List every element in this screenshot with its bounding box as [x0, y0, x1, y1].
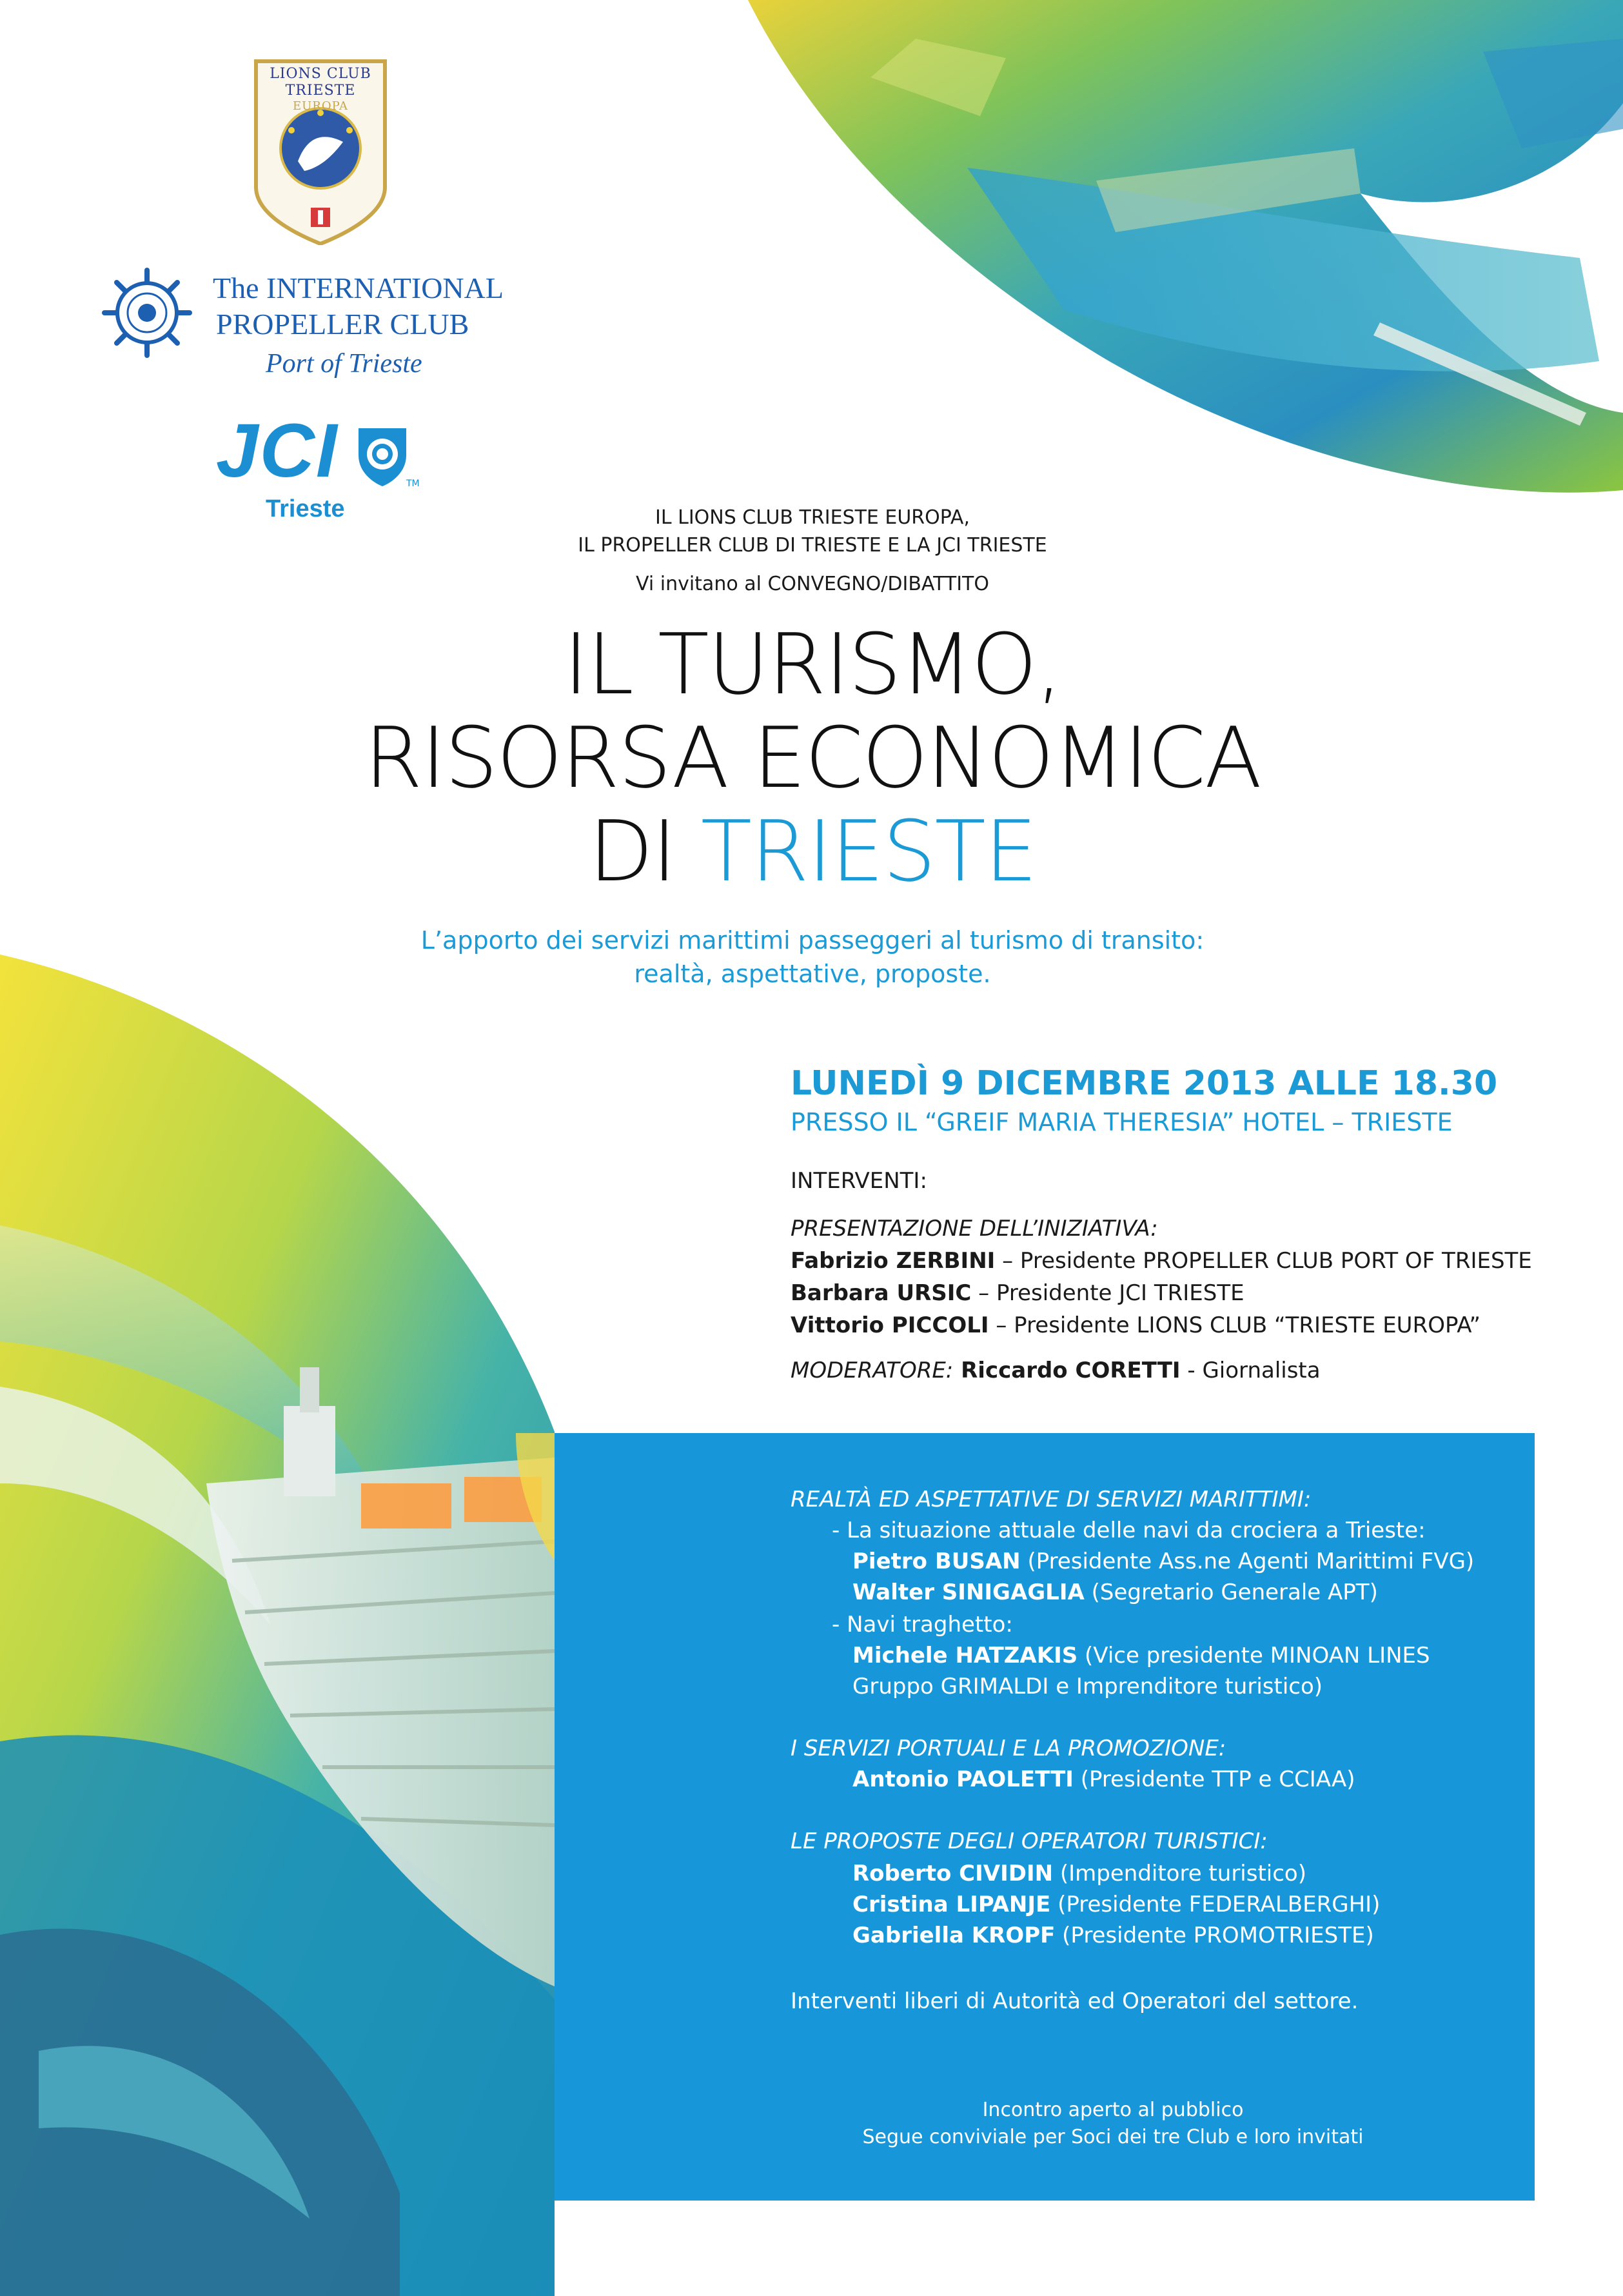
speaker-row [791, 1245, 1532, 1277]
speaker-row [852, 1576, 1378, 1608]
jci-logo-city: Trieste [266, 495, 345, 522]
speaker-role: – Presidente LIONS CLUB “TRIESTE EUROPA” [989, 1312, 1480, 1338]
moderator-label: MODERATORE: [791, 1358, 954, 1383]
subtitle-line-1: L’apporto dei servizi marittimi passeggeri al turismo di transito: [420, 926, 1205, 955]
section-item-cruise: - La situazione attuale delle navi da crociera a Trieste: [832, 1518, 1426, 1543]
moderator-role: - Giornalista [1180, 1358, 1321, 1383]
subtitle-line-2: realtà, aspettative, proposte. [634, 960, 991, 988]
speaker-name: Vittorio PICCOLI [791, 1312, 989, 1338]
speaker-name: Gabriella KROPF [852, 1923, 1056, 1948]
propeller-logo-line3: Port of Trieste [266, 349, 422, 379]
speaker-role: – Presidente PROPELLER CLUB PORT OF TRIESTE [995, 1248, 1532, 1274]
speaker-row [852, 1545, 1474, 1578]
title-line-2: RISORSA ECONOMICA [364, 709, 1261, 807]
speaker-name: Fabrizio ZERBINI [791, 1248, 996, 1274]
speaker-role: (Presidente FEDERALBERGHI) [1050, 1892, 1381, 1917]
speaker-role: (Vice presidente MINOAN LINES [1077, 1643, 1430, 1668]
speaker-row [791, 1277, 1244, 1309]
section-title-operators: LE PROPOSTE DEGLI OPERATORI TURISTICI: [791, 1828, 1268, 1854]
intro-line-1: IL LIONS CLUB TRIESTE EUROPA, [655, 506, 970, 529]
propeller-logo-line2: PROPELLER CLUB [216, 308, 469, 341]
speaker-name: Roberto CIVIDIN [852, 1861, 1054, 1886]
jci-trademark: TM [406, 479, 420, 489]
speaker-name: Cristina LIPANJE [852, 1892, 1051, 1917]
speaker-role: (Presidente PROMOTRIESTE) [1055, 1923, 1374, 1948]
speaker-name: Antonio PAOLETTI [852, 1767, 1074, 1792]
moderator-name: Riccardo CORETTI [953, 1358, 1181, 1383]
title-line-3-prefix: DI [588, 802, 701, 900]
section-title-maritime: REALTÀ ED ASPETTATIVE DI SERVIZI MARITTIMI: [791, 1487, 1312, 1512]
footer-line-1: Incontro aperto al pubblico [982, 2099, 1244, 2121]
title-highlight: TRIESTE [700, 802, 1037, 900]
lions-logo-text-1: LIONS CLUB [270, 66, 371, 82]
interventi-heading: INTERVENTI: [791, 1168, 927, 1194]
intro-line-2: IL PROPELLER CLUB DI TRIESTE E LA JCI TRIESTE [578, 534, 1047, 557]
intro-line-3: Vi invitano al CONVEGNO/DIBATTITO [636, 573, 989, 595]
speaker-name: Pietro BUSAN [852, 1549, 1021, 1574]
speaker-role-continued: Gruppo GRIMALDI e Imprenditore turistico) [852, 1674, 1323, 1699]
speaker-name: Barbara URSIC [791, 1280, 972, 1306]
title-line-3 [193, 802, 1431, 900]
speaker-row [852, 1639, 1430, 1672]
presentation-label: PRESENTAZIONE DELL’INIZIATIVA: [791, 1216, 1158, 1242]
speaker-row [852, 1888, 1380, 1921]
speaker-row [852, 1857, 1306, 1890]
jci-logo-wordmark: JCI [216, 408, 339, 493]
lions-club-logo [253, 58, 388, 245]
speaker-row [852, 1763, 1355, 1796]
footer-line-2: Segue conviviale per Soci dei tre Club e loro invitati [862, 2126, 1364, 2148]
speaker-name: Walter SINIGAGLIA [852, 1579, 1085, 1605]
closing-note: Interventi liberi di Autorità ed Operatori del settore. [791, 1988, 1359, 2014]
speaker-role: – Presidente JCI TRIESTE [971, 1280, 1244, 1306]
speaker-role: (Impenditore turistico) [1053, 1861, 1306, 1886]
speaker-role: (Presidente Ass.ne Agenti Marittimi FVG) [1020, 1549, 1475, 1574]
speaker-role: (Presidente TTP e CCIAA) [1073, 1767, 1355, 1792]
moderator-row [791, 1354, 1321, 1387]
lions-logo-text-2: TRIESTE [285, 83, 356, 99]
section-title-port: I SERVIZI PORTUALI E LA PROMOZIONE: [791, 1736, 1226, 1761]
propeller-logo-line1: The INTERNATIONAL [213, 272, 504, 304]
speaker-role: (Segretario Generale APT) [1084, 1579, 1378, 1605]
speaker-row [852, 1919, 1374, 1952]
section-item-ferry: - Navi traghetto: [832, 1612, 1013, 1638]
event-date: LUNEDÌ 9 DICEMBRE 2013 ALLE 18.30 [791, 1064, 1498, 1103]
event-place: PRESSO IL “GREIF MARIA THERESIA” HOTEL – TRIESTE [791, 1108, 1453, 1136]
jci-shield-icon [353, 423, 411, 488]
title-line-1: IL TURISMO, [564, 615, 1061, 713]
ship-wheel-icon [102, 268, 192, 358]
speaker-row [791, 1309, 1480, 1341]
speaker-name: Michele HATZAKIS [852, 1643, 1078, 1668]
lions-logo-text-3: EUROPA [292, 99, 349, 113]
